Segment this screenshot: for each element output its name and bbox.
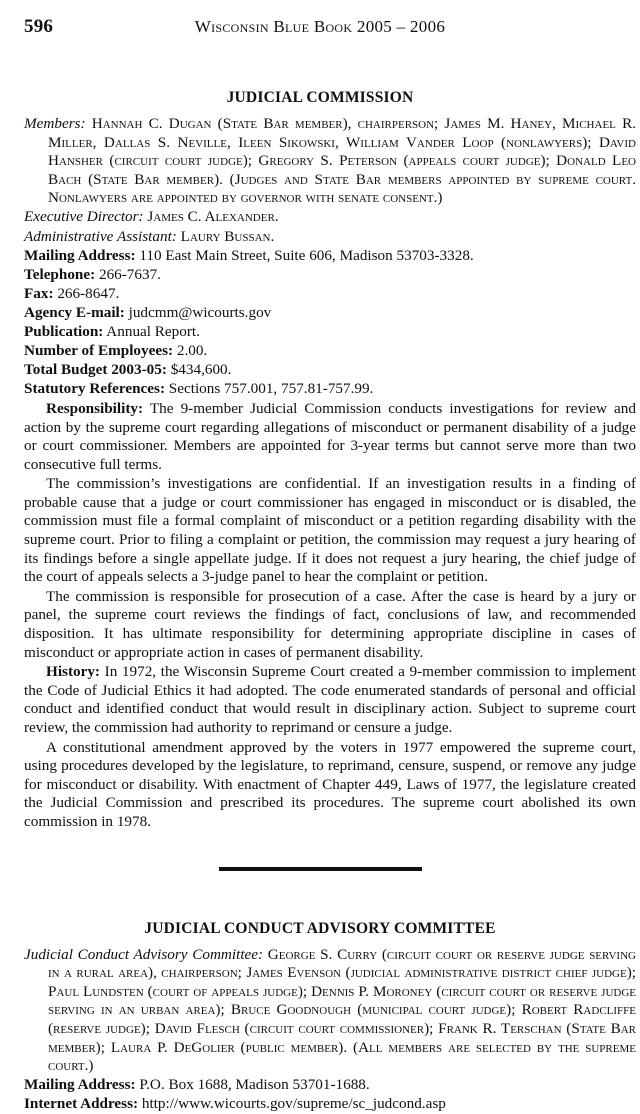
page-number: 596 (24, 16, 54, 37)
responsibility-paragraph (0, 400, 640, 474)
total-budget-value: $434,600. (166, 361, 232, 379)
executive-director-line (0, 208, 640, 227)
amendment-text: A constitutional amendment approved by the voters in 1977 empowered the supreme court, using procedures developed by the legislature, to reprimand, censure, suspend, or remove any judge for misconduct or disability. With enactment of Chapter 449, Laws of 1977, the legislature created the Judicial Commission and prescribed its procedures. The supreme court abolished its own commission in 1978. (24, 738, 636, 830)
investigations-paragraph (0, 475, 640, 587)
executive-director-label: Executive Director: (24, 208, 144, 226)
running-head-title: Wisconsin Blue Book 2005 – 2006 (194, 17, 446, 36)
statutory-references-value: Sections 757.001, 757.81-757.99. (165, 380, 374, 398)
history-text: In 1972, the Wisconsin Supreme Court created a 9-member commission to implement the Code of Judicial Ethics it had adopted. The code enumerated standards of personal and official conduct and identified conduct that would result in disciplinary action. Subject to supreme court review, the commission had authority to reprimand or censure a judge. (24, 663, 636, 736)
section-judicial-conduct-advisory-committee (0, 920, 640, 1114)
running-head (0, 0, 640, 54)
number-of-employees-label: Number of Employees: (24, 342, 174, 360)
responsibility-text: The 9-member Judicial Commission conducts investigations for review and action by the supreme court regarding allegations of misconduct or permanent disability of a judge or court commissioner. Members are appointed for 3-year terms but cannot serve more than two consecutive full terms. (24, 399, 636, 473)
advisory-committee-text: George S. Curry (circuit court or reserve judge serving in a rural area), chairperson; James Evenson (judicial administrative district chief judge); Paul Lundsten (court of appeals judge); Dennis P. Moroney (circuit court or reserve judge serving in an urban area); Bruce Goodnough (municipal court judge); Robert Radcliffe (reserve judge); David Flesch (circuit court commissioner); Frank R. Terschan (State Bar member); Laura P. DeGolier (public member). (All members are selected by the supreme court.) (48, 945, 636, 1075)
prosecution-text: The commission is responsible for prosecution of a case. After the case is heard by a jury or panel, the supreme court reviews the findings of fact, conclusions of law, and recommended disposition. It has ultimate responsibility for determining appropriate discipline in cases of misconduct or appropriate action in cases of permanent disability. (24, 587, 636, 661)
history-label: History: (46, 663, 100, 681)
number-of-employees-line (0, 342, 640, 361)
administrative-assistant-label: Administrative Assistant: (24, 227, 177, 245)
advisory-committee-roster (0, 946, 640, 1076)
advisory-internet-address-value[interactable]: http://www.wicourts.gov/supreme/sc_judcond.asp (138, 1095, 446, 1113)
advisory-mailing-address-label: Mailing Address: (24, 1076, 136, 1094)
publication-label: Publication: (24, 323, 104, 341)
total-budget-line (0, 361, 640, 380)
members-text: Hannah C. Dugan (State Bar member), chairperson; James M. Haney, Michael R. Miller, Dallas S. Neville, Ileen Sikowski, William Vander Loop (nonlawyers); David Hansher (circuit court judge); Gregory S. Peterson (appeals court judge); Donald Leo Bach (State Bar member). (Judges and State Bar members appointed by supreme court. Nonlawyers are appointed by governor with senate consent.) (48, 115, 636, 207)
number-of-employees-value: 2.00. (173, 342, 208, 360)
publication-line (0, 323, 640, 342)
telephone-label: Telephone: (24, 265, 96, 283)
section-title-judicial-commission: JUDICIAL COMMISSION (226, 89, 414, 106)
responsibility-label: Responsibility: (46, 399, 144, 417)
fax-label: Fax: (24, 284, 54, 302)
telephone-value: 266-7637. (95, 265, 161, 283)
section-divider (0, 858, 640, 876)
agency-email-label: Agency E-mail: (24, 303, 125, 321)
agency-email-line (0, 304, 640, 323)
history-paragraph (0, 663, 640, 737)
executive-director-value: James C. Alexander. (143, 208, 279, 226)
advisory-committee-label: Judicial Conduct Advisory Committee: (24, 945, 264, 963)
mailing-address-value: 110 East Main Street, Suite 606, Madison 53703-3328. (135, 246, 474, 264)
publication-value: Annual Report. (103, 323, 200, 341)
members-label: Members: (24, 115, 86, 132)
mailing-address-line (0, 247, 640, 266)
statutory-references-label: Statutory References: (24, 380, 165, 398)
investigations-text: The commission’s investigations are confidential. If an investigation results in a finding of probable cause that a judge or court commissioner has engaged in misconduct or is disabled, the commission must file a formal complaint of misconduct or a petition regarding disability with the supreme court. Prior to filing a complaint or petition, the commission may request a jury hearing of its findings before a single appellate judge. If it does not request a jury hearing, the chief judge of the court of appeals selects a 3-judge panel to hear the complaint or petition. (24, 475, 636, 586)
advisory-internet-address-line (0, 1095, 640, 1114)
members-roster (0, 115, 640, 208)
advisory-internet-address-label: Internet Address: (24, 1095, 139, 1113)
statutory-references-line (0, 380, 640, 399)
administrative-assistant-value: Laury Bussan. (176, 227, 275, 245)
agency-email-value[interactable]: judcmm@wicourts.gov (124, 303, 272, 321)
advisory-mailing-address-value: P.O. Box 1688, Madison 53701-1688. (135, 1076, 370, 1094)
total-budget-label: Total Budget 2003-05: (24, 361, 167, 379)
section-judicial-commission (0, 89, 640, 832)
mailing-address-label: Mailing Address: (24, 246, 136, 264)
fax-value: 266-8647. (53, 284, 120, 302)
divider-rule (219, 867, 422, 871)
amendment-paragraph (0, 739, 640, 832)
administrative-assistant-line (0, 228, 640, 247)
telephone-line (0, 266, 640, 285)
prosecution-paragraph (0, 588, 640, 662)
fax-line (0, 285, 640, 304)
section-title-judicial-conduct-advisory-committee: JUDICIAL CONDUCT ADVISORY COMMITTEE (144, 919, 496, 937)
